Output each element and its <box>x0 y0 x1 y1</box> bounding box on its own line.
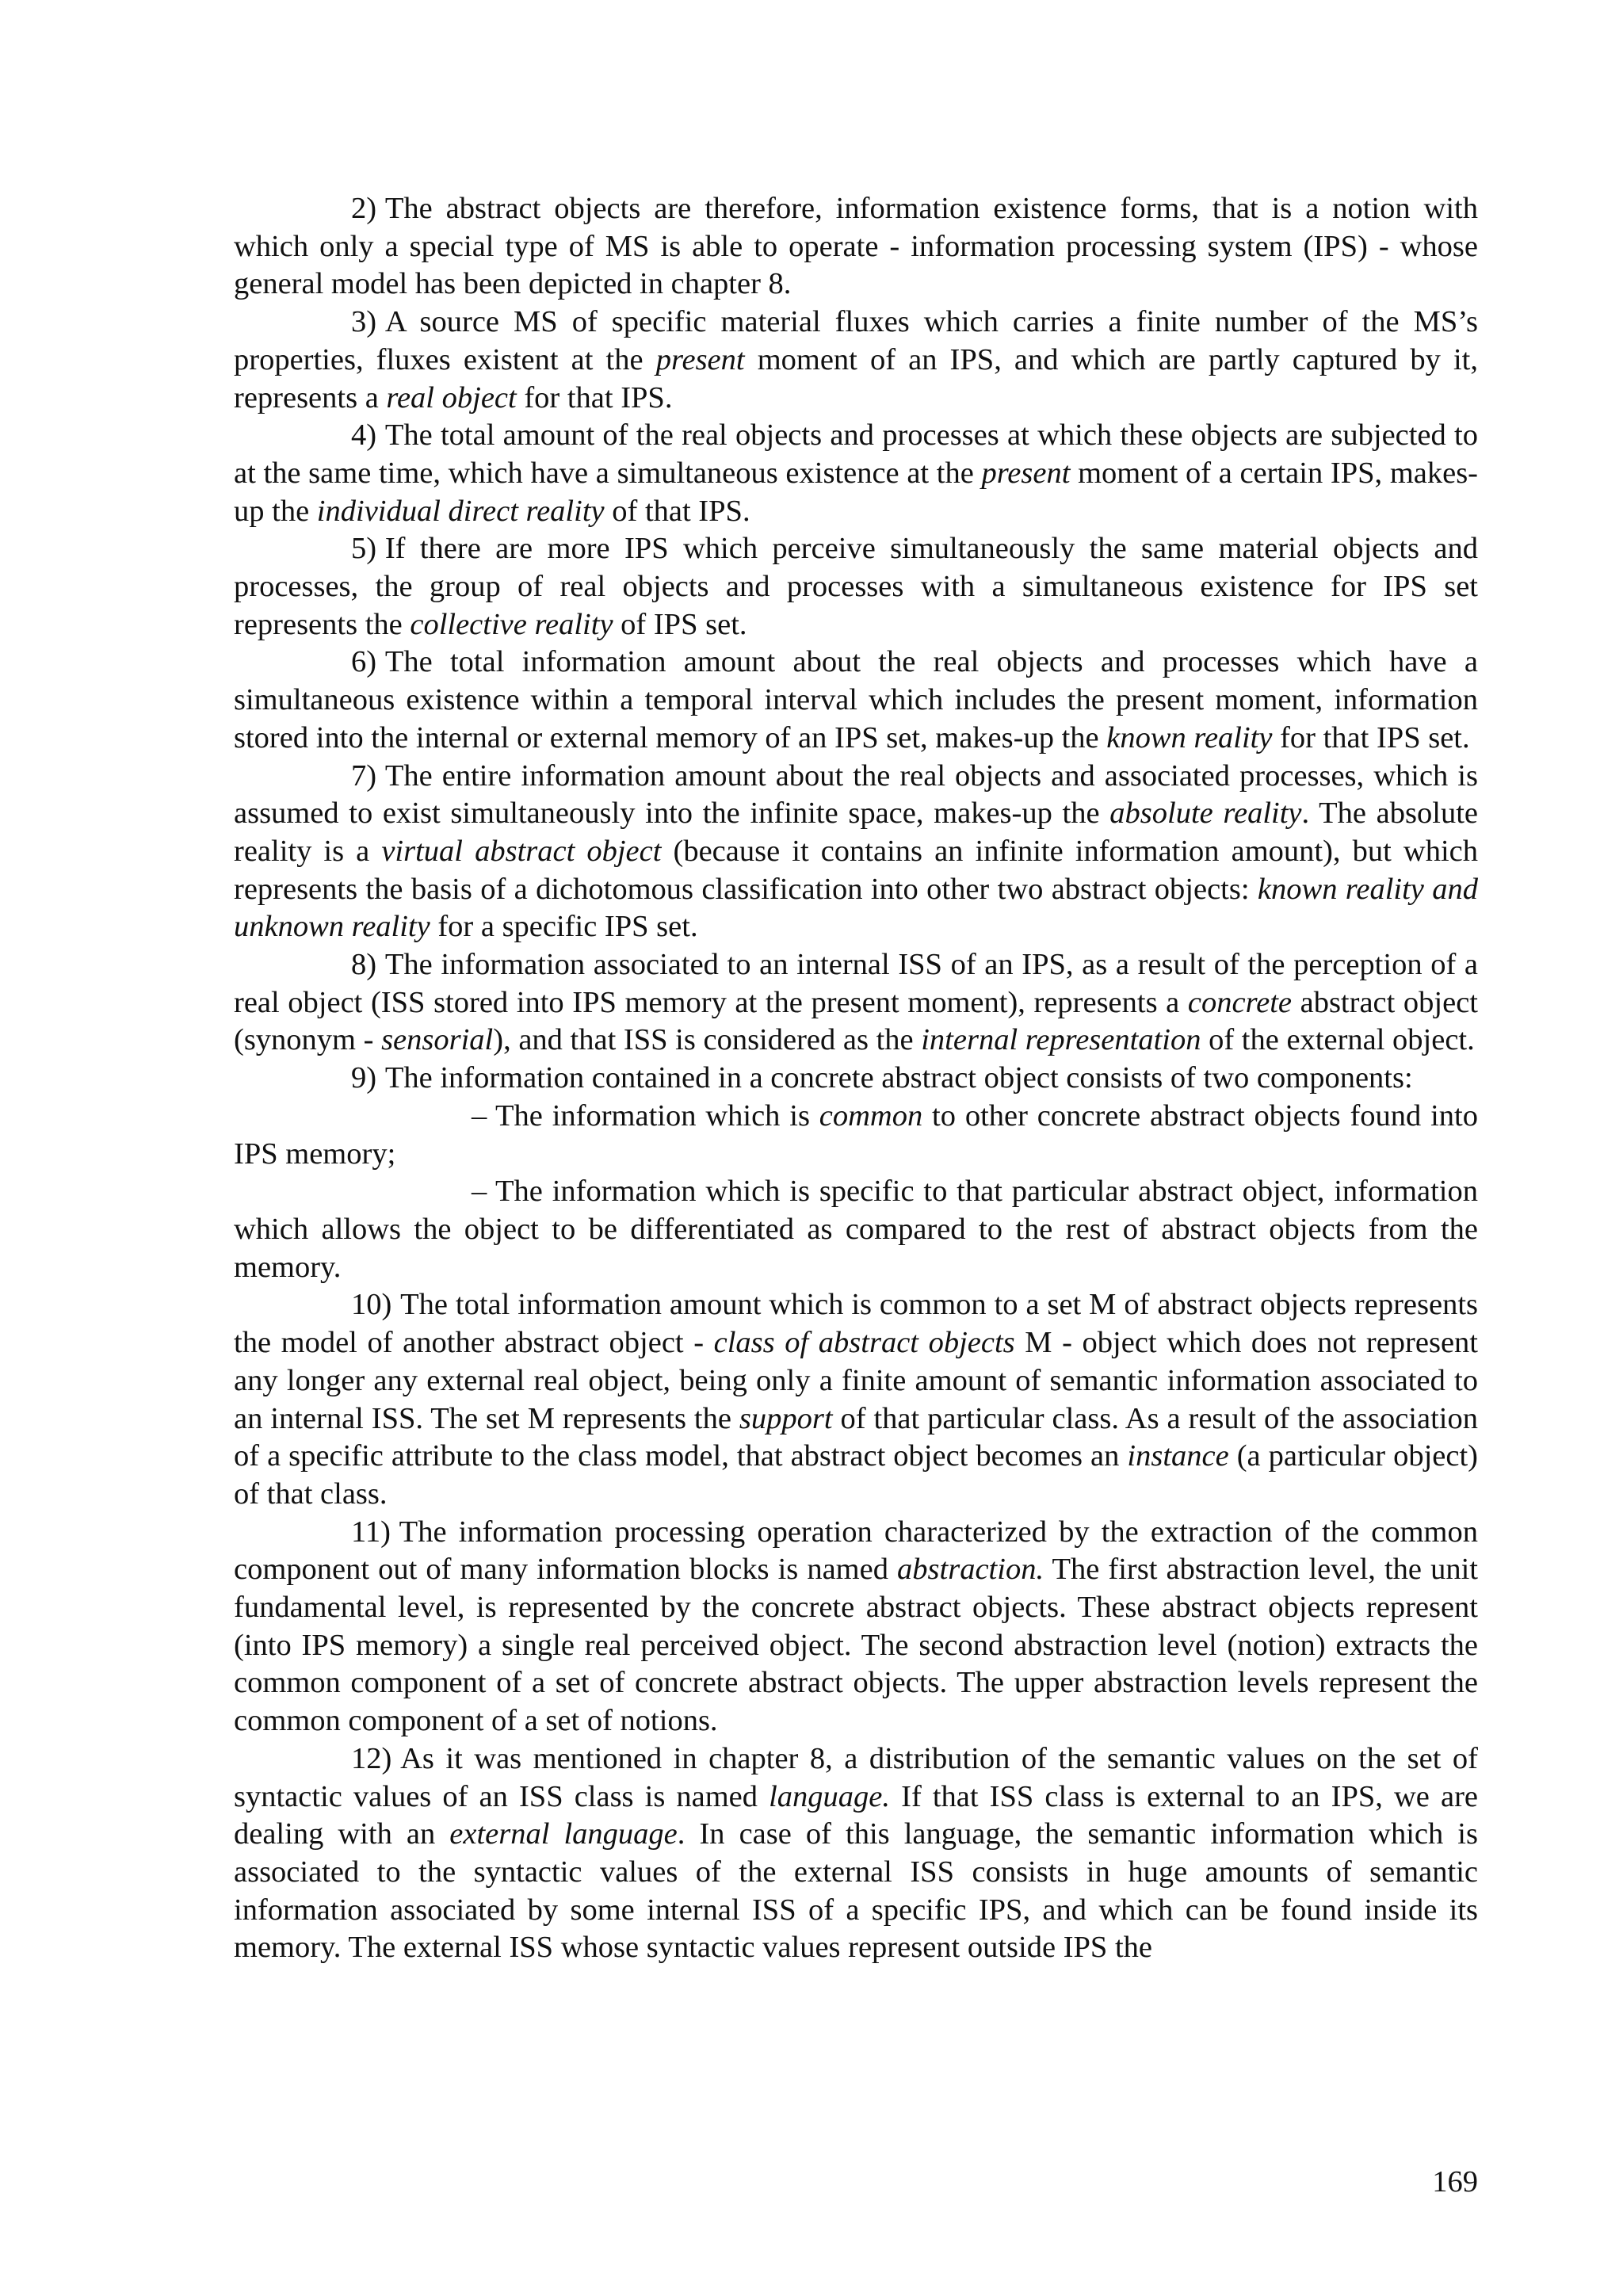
text-run: The information associated to an internal ISS of an IPS, as a result of the perception of a real object (ISS stored into IPS memory at the present moment), represents a <box>234 948 1478 1019</box>
italic-term: collective reality <box>410 607 613 641</box>
paragraph-number: 10) <box>351 1288 392 1322</box>
italic-term: real object <box>386 380 517 415</box>
text-run: The first abstraction level, the unit fundamental level, is represented by the concrete abstract objects. These abstract objects represent (into IPS memory) a single real perceived object. The second abstraction level (notion) extracts the common component of a set of concrete abstract objects. The upper abstraction levels represent the common component of a set of notions. <box>234 1553 1478 1738</box>
numbered-paragraph <box>234 530 1478 644</box>
paragraph-number: 2) <box>351 192 377 225</box>
italic-term: sensorial <box>381 1023 494 1057</box>
italic-term: absolute reality <box>1109 797 1302 831</box>
numbered-paragraph <box>234 1060 1478 1098</box>
page-number: 169 <box>1432 2165 1478 2199</box>
text-run: abstract object (synonym - <box>234 985 1479 1057</box>
text-run: of that particular class. As a result of the association of a specific attribute to the class model, that abstract object becomes an <box>234 1401 1478 1473</box>
text-run: of that IPS. <box>604 494 750 528</box>
text-run: The total information amount about the real objects and processes which have a simultaneous existence within a temporal interval which includes the present moment, information stored into the internal or external memory of an IPS set, makes-up the <box>234 645 1478 755</box>
text-run: The total information amount which is common to a set M of abstract objects represents the model of another abstract object - <box>234 1288 1478 1360</box>
text-run: If that ISS class is external to an IPS, we are dealing with an <box>234 1779 1478 1851</box>
text-run: for a specific IPS set. <box>430 910 698 944</box>
paragraph-number: 3) <box>351 305 377 339</box>
text-run: The entire information amount about the real objects and associated processes, which is assumed to exist simultaneously into the infinite space, makes-up the <box>234 758 1478 831</box>
text-run: M - object which does not represent any longer any external real object, being only a finite amount of semantic information associated to an internal ISS. The set M represents the <box>234 1326 1478 1435</box>
italic-term: internal representation <box>921 1023 1201 1057</box>
italic-term: concrete <box>1187 985 1292 1019</box>
text-run: moment of an IPS, and which are partly captured by it, represents a <box>234 342 1478 415</box>
numbered-paragraph <box>234 946 1478 1060</box>
italic-term: common <box>819 1098 923 1133</box>
italic-term: support <box>739 1401 833 1435</box>
italic-term: individual direct reality <box>316 494 605 528</box>
text-run: of the external object. <box>1201 1023 1475 1057</box>
text-run: The information processing operation characterized by the extraction of the common component out of many information blocks is named <box>234 1515 1478 1587</box>
numbered-paragraph <box>234 1514 1478 1740</box>
italic-term: abstraction. <box>897 1553 1044 1587</box>
numbered-paragraph <box>234 417 1478 530</box>
text-run: The total amount of the real objects and processes at which these objects are subjected to at the same time, which have a simultaneous existence at the <box>234 418 1478 490</box>
paragraph-number: 9) <box>351 1061 377 1095</box>
numbered-paragraph <box>234 1286 1478 1513</box>
italic-term: language. <box>769 1779 891 1813</box>
text-run: (because it contains an infinite information amount), but which represents the basis of a dichotomous classification into other two abstract objects: <box>234 834 1478 906</box>
text-run: to other concrete abstract objects found into IPS memory; <box>234 1098 1478 1171</box>
italic-term: virtual abstract object <box>381 834 662 868</box>
italic-term: class of abstract objects <box>713 1326 1015 1360</box>
text-run: of IPS set. <box>613 607 747 641</box>
numbered-paragraph <box>234 1740 1478 1967</box>
text-run: The information which is <box>495 1098 819 1133</box>
numbered-paragraph <box>234 644 1478 757</box>
text-run: for that IPS. <box>516 380 673 415</box>
numbered-paragraph <box>234 190 1478 304</box>
text-run: The abstract objects are therefore, information existence forms, that is a notion with which only a special type of MS is able to operate - information processing system (IPS) - whose general model has been depicted in chapter 8. <box>234 192 1478 301</box>
document-body <box>234 190 1478 1967</box>
numbered-paragraph <box>234 304 1478 417</box>
text-run: If there are more IPS which perceive simultaneously the same material objects and processes, the group of real objects and processes with a simultaneous existence for IPS set represents the <box>234 532 1478 641</box>
text-run: The information which is specific to that particular abstract object, information which allows the object to be differentiated as compared to the rest of abstract objects from the memory. <box>234 1175 1478 1284</box>
paragraph-number: 5) <box>351 532 377 566</box>
paragraph-number: 6) <box>351 645 377 679</box>
italic-term: known reality <box>1106 720 1273 755</box>
text-run: The information contained in a concrete abstract object consists of two components: <box>384 1061 1413 1095</box>
list-bullet: – <box>472 1098 487 1133</box>
list-item <box>234 1098 1478 1173</box>
list-item <box>234 1173 1478 1286</box>
paragraph-number: 7) <box>351 758 377 793</box>
paragraph-number: 4) <box>351 418 377 453</box>
italic-term: present <box>655 342 745 376</box>
text-run: . The absolute reality is a <box>234 797 1478 868</box>
text-run: moment of a certain IPS, makes-up the <box>234 456 1478 528</box>
italic-term: external language <box>449 1817 678 1851</box>
text-run: A source MS of specific material fluxes which carries a finite number of the MS’s properties, fluxes existent at the <box>234 305 1478 376</box>
text-run: As it was mentioned in chapter 8, a distribution of the semantic values on the set of syntactic values of an ISS class is named <box>234 1741 1478 1813</box>
italic-term: instance <box>1127 1439 1229 1473</box>
text-run: for that IPS set. <box>1272 720 1470 755</box>
list-bullet: – <box>472 1175 487 1209</box>
italic-term: known reality and unknown reality <box>234 872 1478 944</box>
text-run: (a particular object) of that class. <box>234 1439 1479 1511</box>
paragraph-number: 12) <box>351 1741 392 1775</box>
paragraph-number: 11) <box>351 1515 391 1549</box>
text-run: . In case of this language, the semantic information which is associated to the syntactic values of the external ISS consists in huge amounts of semantic information associated by some internal ISS of a specific IPS, and which can be found inside its memory. The external ISS whose syntactic values represent outside IPS the <box>234 1817 1478 1965</box>
italic-term: present <box>981 456 1071 490</box>
paragraph-number: 8) <box>351 948 377 982</box>
numbered-paragraph <box>234 758 1478 947</box>
text-run: ), and that ISS is considered as the <box>493 1023 922 1057</box>
